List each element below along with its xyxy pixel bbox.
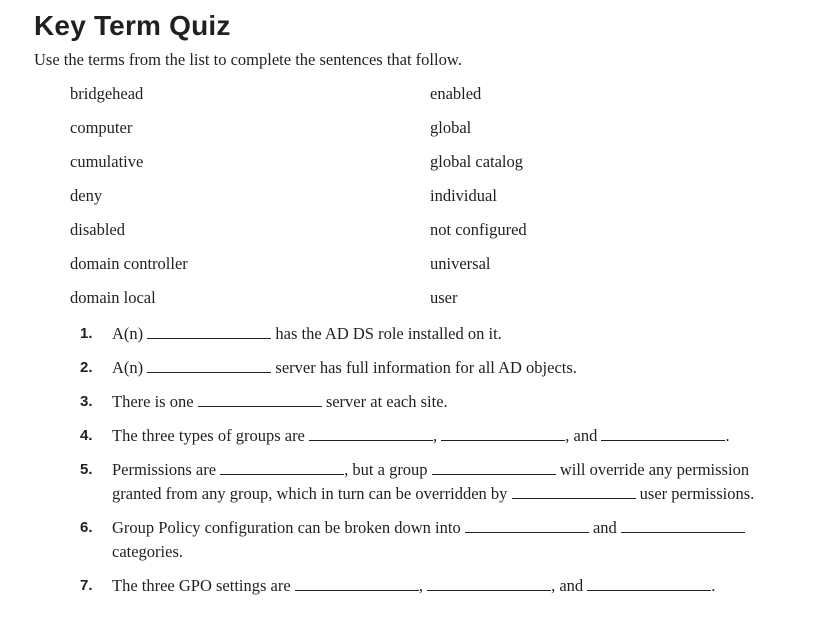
- term: user: [430, 288, 458, 307]
- answer-blank[interactable]: [427, 576, 551, 591]
- question-text: user permissions.: [635, 484, 755, 503]
- question-text: server has full information for all AD objects.: [271, 358, 577, 377]
- question-text: .: [711, 576, 716, 595]
- term-row: [70, 186, 630, 220]
- question: [80, 458, 800, 516]
- question: [80, 574, 800, 608]
- question-list: [80, 322, 800, 608]
- answer-blank[interactable]: [601, 426, 725, 441]
- answer-blank[interactable]: [621, 518, 745, 533]
- question-text: Group Policy configuration can be broken down into: [112, 518, 465, 537]
- question-number: 5.: [80, 461, 93, 478]
- question: [80, 424, 800, 458]
- term-row: [70, 254, 630, 288]
- question-text: .: [725, 426, 730, 445]
- term-list: [70, 84, 630, 322]
- answer-blank[interactable]: [432, 460, 556, 475]
- question-text: The three types of groups are: [112, 426, 310, 445]
- question-text: , and: [551, 576, 588, 595]
- page-title: Key Term Quiz: [34, 10, 231, 41]
- question: [80, 322, 800, 356]
- answer-blank[interactable]: [309, 426, 433, 441]
- question-number: 1.: [80, 325, 93, 342]
- question-text: , but a group: [344, 460, 432, 479]
- question-text: categories.: [112, 542, 184, 561]
- term: disabled: [70, 220, 125, 239]
- answer-blank[interactable]: [441, 426, 565, 441]
- question-number: 2.: [80, 359, 93, 376]
- question-text: , and: [565, 426, 602, 445]
- term: deny: [70, 186, 103, 205]
- question-number: 7.: [80, 577, 93, 594]
- question: [80, 390, 800, 424]
- term: enabled: [430, 84, 482, 103]
- term-row: [70, 288, 630, 322]
- question: [80, 356, 800, 390]
- term-row: [70, 118, 630, 152]
- question-text: ,: [433, 426, 442, 445]
- term: universal: [430, 254, 491, 273]
- question-text: and: [588, 518, 621, 537]
- question-text: There is one: [112, 392, 198, 411]
- answer-blank[interactable]: [198, 392, 322, 407]
- answer-blank[interactable]: [147, 358, 271, 373]
- question-text: The three GPO settings are: [112, 576, 295, 595]
- term: global: [430, 118, 472, 137]
- question-text: ,: [418, 576, 428, 595]
- question: [80, 516, 800, 574]
- answer-blank[interactable]: [147, 324, 271, 339]
- answer-blank[interactable]: [220, 460, 344, 475]
- question-text: Permissions are: [112, 460, 221, 479]
- question-text: server at each site.: [321, 392, 448, 411]
- term: cumulative: [70, 152, 144, 171]
- question-number: 6.: [80, 519, 93, 536]
- term: individual: [430, 186, 497, 205]
- term: bridgehead: [70, 84, 144, 103]
- answer-blank[interactable]: [295, 576, 419, 591]
- term-row: [70, 220, 630, 254]
- answer-blank[interactable]: [512, 484, 636, 499]
- question-number: 4.: [80, 427, 93, 444]
- term: domain local: [70, 288, 156, 307]
- term: global catalog: [430, 152, 524, 171]
- answer-blank[interactable]: [587, 576, 711, 591]
- question-number: 3.: [80, 393, 93, 410]
- question-text: will override any permission granted from any group, which in turn can be overridden by: [112, 460, 750, 503]
- term: domain controller: [70, 254, 188, 273]
- answer-blank[interactable]: [465, 518, 589, 533]
- term: not configured: [430, 220, 527, 239]
- instructions: Use the terms from the list to complete the sentences that follow.: [34, 50, 462, 69]
- question-text: A(n): [112, 358, 148, 377]
- term-row: [70, 84, 630, 118]
- question-text: has the AD DS role installed on it.: [271, 324, 502, 343]
- term: computer: [70, 118, 133, 137]
- term-row: [70, 152, 630, 186]
- question-text: A(n): [112, 324, 148, 343]
